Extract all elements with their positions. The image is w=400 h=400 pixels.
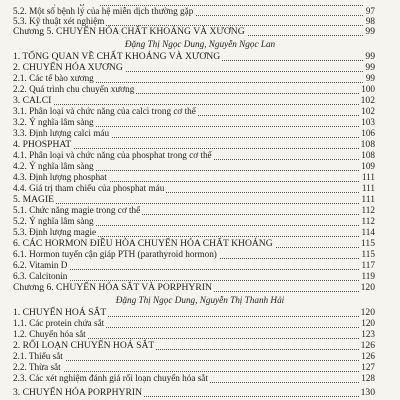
- toc-author: Đặng Thị Ngọc Dung, Nguyễn Ngọc Lan: [124, 39, 276, 49]
- toc-entry: 4.4. Giá trị tham chiếu của phosphat máu 111: [13, 183, 375, 193]
- toc-entry: 2.1. Các tế bào xương 99: [13, 73, 375, 83]
- toc-entry: 5.3. Kỹ thuật xét nghiệm 98: [13, 16, 375, 26]
- page-crop-edge: [0, 0, 400, 4]
- toc-entry: 6.2. Vitamin D 117: [13, 260, 375, 270]
- toc-chapter: Chương 6. CHUYỂN HÓA SẮT VÀ PORPHYRIN 120: [13, 282, 375, 293]
- toc-entry: 3.2. Ý nghĩa lâm sàng 103: [13, 117, 375, 127]
- toc-entry: 4.3. Định lượng phosphat 111: [13, 172, 375, 182]
- toc-entry: 5.2. Một số bệnh lý của hệ miễn dịch thường gặp 97: [13, 6, 375, 16]
- toc-entry: 5.2. Ý nghĩa lâm sàng 112: [13, 216, 375, 226]
- toc-entry: 2.1. Thiếu sắt 126: [13, 351, 375, 361]
- toc-entry: 5.1. Chức năng magie trong cơ thể 112: [13, 205, 375, 215]
- toc-entry: 3.1. Phân loại và chức năng của calci trong cơ thể 102: [13, 106, 375, 116]
- toc-entry: 2.2. Thừa sắt 127: [13, 362, 375, 372]
- toc-heading: 4. PHOSPHAT 108: [13, 139, 375, 150]
- toc-entry: 3.3. Định lượng calci máu 106: [13, 128, 375, 138]
- toc-entry: 2.3. Các xét nghiệm đánh giá rối loạn chuyển hóa sắt 128: [13, 373, 375, 383]
- toc-entry: 1.2. Chuyển hóa sắt 123: [13, 329, 375, 339]
- toc-heading: 2. CHUYỂN HÓA XƯƠNG 99: [13, 62, 375, 73]
- toc-author: Đặng Thị Ngọc Dung, Nguyễn Thị Thanh Hải: [115, 295, 285, 305]
- toc-heading: 5. MAGIE 111: [13, 194, 375, 205]
- toc-heading: 6. CÁC HORMON ĐIỀU HÒA CHUYỂN HÓA CHẤT KHOÁNG 115: [13, 238, 375, 249]
- toc-heading: 1. CHUYỂN HOÁ SẮT 120: [13, 307, 375, 318]
- toc-heading: 3. CHUYỂN HÓA PORPHYRIN 130: [13, 387, 375, 398]
- toc-entry: 4.1. Phân loại và chức năng của phosphat trong cơ thể 108: [13, 150, 375, 160]
- toc-entry: 4.2. Ý nghĩa lâm sàng 109: [13, 161, 375, 171]
- toc-entry: 2.2. Quá trình chu chuyển xương 100: [13, 84, 375, 94]
- toc-heading: 2. RỐI LOẠN CHUYỂN HOÁ SẮT 126: [13, 340, 375, 351]
- toc-entry: 5.3. Định lượng magie 114: [13, 227, 375, 237]
- toc-entry: 6.3. Calcitonin 119: [13, 271, 375, 281]
- toc-heading: 1. TỔNG QUAN VỀ CHẤT KHOÁNG VÀ XƯƠNG 99: [13, 51, 375, 62]
- toc-heading: 3. CALCI 102: [13, 95, 375, 106]
- toc-chapter: Chương 5. CHUYỂN HÓA CHẤT KHOÁNG VÀ XƯƠNG 99: [13, 26, 375, 37]
- toc-entry: 6.1. Hormon tuyến cận giáp PTH (parathyroid hormon) 115: [13, 249, 375, 259]
- toc-entry: 1.1. Các protein chứa sắt 120: [13, 318, 375, 328]
